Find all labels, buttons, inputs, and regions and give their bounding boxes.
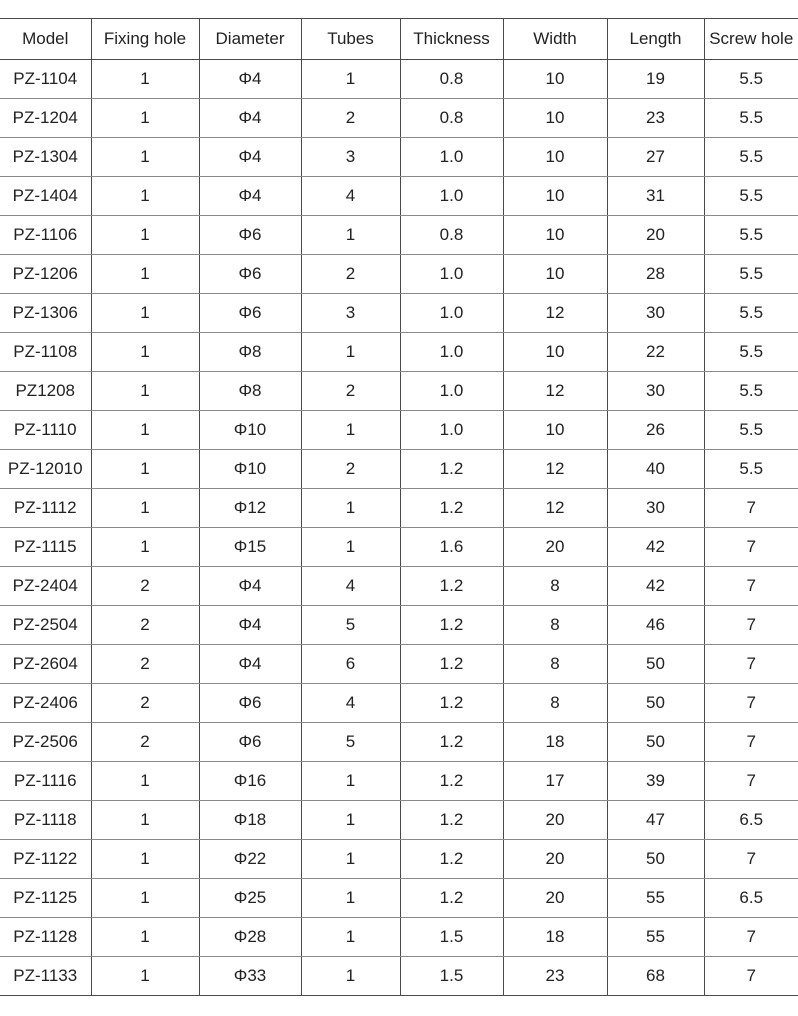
fixing-hole-cell: 1 — [91, 918, 199, 957]
tubes-cell: 4 — [301, 684, 400, 723]
thickness-cell: 1.2 — [400, 723, 503, 762]
thickness-cell: 1.2 — [400, 645, 503, 684]
spec-sheet — [0, 18, 798, 996]
thickness-cell: 0.8 — [400, 99, 503, 138]
fixing-hole-cell: 1 — [91, 957, 199, 996]
screw-hole-cell: 5.5 — [704, 372, 798, 411]
width-cell: 8 — [503, 567, 607, 606]
width-cell: 20 — [503, 528, 607, 567]
fixing-hole-cell: 1 — [91, 177, 199, 216]
length-cell: 27 — [607, 138, 704, 177]
width-cell: 10 — [503, 216, 607, 255]
diameter-cell: Φ33 — [199, 957, 301, 996]
length-cell: 42 — [607, 567, 704, 606]
fixing-hole-cell: 1 — [91, 372, 199, 411]
width-cell: 12 — [503, 294, 607, 333]
screw-hole-cell: 7 — [704, 684, 798, 723]
table-row — [0, 138, 798, 177]
width-cell: 10 — [503, 411, 607, 450]
length-cell: 46 — [607, 606, 704, 645]
fixing-hole-cell: 1 — [91, 528, 199, 567]
table-row — [0, 879, 798, 918]
model-cell: PZ-2504 — [0, 606, 91, 645]
length-cell: 39 — [607, 762, 704, 801]
screw-hole-cell: 5.5 — [704, 411, 798, 450]
table-row — [0, 801, 798, 840]
length-cell: 22 — [607, 333, 704, 372]
column-header-length: Length — [607, 19, 704, 60]
diameter-cell: Φ25 — [199, 879, 301, 918]
length-cell: 31 — [607, 177, 704, 216]
tubes-cell: 1 — [301, 879, 400, 918]
fixing-hole-cell: 2 — [91, 606, 199, 645]
tubes-cell: 2 — [301, 255, 400, 294]
model-cell: PZ-1108 — [0, 333, 91, 372]
table-row — [0, 99, 798, 138]
tubes-cell: 1 — [301, 918, 400, 957]
model-cell: PZ-1204 — [0, 99, 91, 138]
tubes-cell: 3 — [301, 294, 400, 333]
width-cell: 10 — [503, 177, 607, 216]
width-cell: 20 — [503, 879, 607, 918]
width-cell: 10 — [503, 99, 607, 138]
screw-hole-cell: 7 — [704, 645, 798, 684]
length-cell: 26 — [607, 411, 704, 450]
length-cell: 55 — [607, 918, 704, 957]
screw-hole-cell: 5.5 — [704, 294, 798, 333]
model-cell: PZ-2406 — [0, 684, 91, 723]
screw-hole-cell: 5.5 — [704, 99, 798, 138]
model-cell: PZ-1106 — [0, 216, 91, 255]
tubes-cell: 1 — [301, 411, 400, 450]
thickness-cell: 1.2 — [400, 801, 503, 840]
diameter-cell: Φ12 — [199, 489, 301, 528]
thickness-cell: 1.2 — [400, 489, 503, 528]
thickness-cell: 1.0 — [400, 177, 503, 216]
model-cell: PZ-2506 — [0, 723, 91, 762]
tubes-cell: 2 — [301, 372, 400, 411]
screw-hole-cell: 5.5 — [704, 60, 798, 99]
table-row — [0, 411, 798, 450]
screw-hole-cell: 5.5 — [704, 333, 798, 372]
column-header-fixing-hole: Fixing hole — [91, 19, 199, 60]
tubes-cell: 4 — [301, 567, 400, 606]
fixing-hole-cell: 1 — [91, 60, 199, 99]
fixing-hole-cell: 1 — [91, 216, 199, 255]
model-cell: PZ-1115 — [0, 528, 91, 567]
length-cell: 30 — [607, 294, 704, 333]
width-cell: 10 — [503, 138, 607, 177]
tubes-cell: 1 — [301, 801, 400, 840]
diameter-cell: Φ6 — [199, 294, 301, 333]
model-cell: PZ-1304 — [0, 138, 91, 177]
screw-hole-cell: 7 — [704, 723, 798, 762]
width-cell: 12 — [503, 489, 607, 528]
fixing-hole-cell: 1 — [91, 333, 199, 372]
thickness-cell: 1.5 — [400, 957, 503, 996]
fixing-hole-cell: 1 — [91, 255, 199, 294]
screw-hole-cell: 7 — [704, 762, 798, 801]
thickness-cell: 1.0 — [400, 411, 503, 450]
thickness-cell: 1.2 — [400, 684, 503, 723]
tubes-cell: 3 — [301, 138, 400, 177]
model-cell: PZ1208 — [0, 372, 91, 411]
screw-hole-cell: 7 — [704, 528, 798, 567]
thickness-cell: 1.2 — [400, 567, 503, 606]
table-row — [0, 333, 798, 372]
table-row — [0, 606, 798, 645]
diameter-cell: Φ4 — [199, 606, 301, 645]
thickness-cell: 1.2 — [400, 840, 503, 879]
tubes-cell: 4 — [301, 177, 400, 216]
length-cell: 40 — [607, 450, 704, 489]
width-cell: 10 — [503, 255, 607, 294]
width-cell: 20 — [503, 840, 607, 879]
length-cell: 28 — [607, 255, 704, 294]
screw-hole-cell: 6.5 — [704, 879, 798, 918]
thickness-cell: 1.2 — [400, 450, 503, 489]
diameter-cell: Φ4 — [199, 567, 301, 606]
length-cell: 47 — [607, 801, 704, 840]
table-row — [0, 489, 798, 528]
table-row — [0, 60, 798, 99]
thickness-cell: 1.2 — [400, 606, 503, 645]
screw-hole-cell: 7 — [704, 918, 798, 957]
thickness-cell: 1.6 — [400, 528, 503, 567]
length-cell: 23 — [607, 99, 704, 138]
thickness-cell: 1.0 — [400, 294, 503, 333]
column-header-tubes: Tubes — [301, 19, 400, 60]
tubes-cell: 1 — [301, 528, 400, 567]
diameter-cell: Φ10 — [199, 450, 301, 489]
model-cell: PZ-1122 — [0, 840, 91, 879]
table-row — [0, 216, 798, 255]
table-row — [0, 255, 798, 294]
fixing-hole-cell: 2 — [91, 567, 199, 606]
screw-hole-cell: 7 — [704, 567, 798, 606]
table-row — [0, 684, 798, 723]
screw-hole-cell: 5.5 — [704, 177, 798, 216]
diameter-cell: Φ4 — [199, 138, 301, 177]
fixing-hole-cell: 1 — [91, 879, 199, 918]
width-cell: 18 — [503, 723, 607, 762]
width-cell: 12 — [503, 450, 607, 489]
diameter-cell: Φ6 — [199, 255, 301, 294]
column-header-model: Model — [0, 19, 91, 60]
tubes-cell: 1 — [301, 489, 400, 528]
thickness-cell: 0.8 — [400, 60, 503, 99]
diameter-cell: Φ10 — [199, 411, 301, 450]
length-cell: 19 — [607, 60, 704, 99]
model-cell: PZ-1118 — [0, 801, 91, 840]
tubes-cell: 2 — [301, 450, 400, 489]
diameter-cell: Φ18 — [199, 801, 301, 840]
column-header-diameter: Diameter — [199, 19, 301, 60]
thickness-cell: 1.0 — [400, 255, 503, 294]
width-cell: 20 — [503, 801, 607, 840]
thickness-cell: 1.0 — [400, 333, 503, 372]
screw-hole-cell: 5.5 — [704, 255, 798, 294]
model-cell: PZ-1104 — [0, 60, 91, 99]
width-cell: 10 — [503, 333, 607, 372]
width-cell: 10 — [503, 60, 607, 99]
model-cell: PZ-12010 — [0, 450, 91, 489]
model-cell: PZ-1110 — [0, 411, 91, 450]
model-cell: PZ-1206 — [0, 255, 91, 294]
model-cell: PZ-1128 — [0, 918, 91, 957]
column-header-screw-hole: Screw hole — [704, 19, 798, 60]
length-cell: 55 — [607, 879, 704, 918]
tubes-cell: 6 — [301, 645, 400, 684]
model-cell: PZ-2404 — [0, 567, 91, 606]
fixing-hole-cell: 1 — [91, 801, 199, 840]
thickness-cell: 1.2 — [400, 879, 503, 918]
diameter-cell: Φ4 — [199, 60, 301, 99]
tubes-cell: 2 — [301, 99, 400, 138]
tubes-cell: 1 — [301, 840, 400, 879]
diameter-cell: Φ16 — [199, 762, 301, 801]
table-row — [0, 450, 798, 489]
width-cell: 8 — [503, 645, 607, 684]
width-cell: 12 — [503, 372, 607, 411]
fixing-hole-cell: 1 — [91, 762, 199, 801]
width-cell: 8 — [503, 684, 607, 723]
tubes-cell: 1 — [301, 762, 400, 801]
table-row — [0, 645, 798, 684]
table-row — [0, 918, 798, 957]
table-row — [0, 840, 798, 879]
tubes-cell: 1 — [301, 216, 400, 255]
table-row — [0, 567, 798, 606]
tubes-cell: 5 — [301, 723, 400, 762]
model-cell: PZ-1125 — [0, 879, 91, 918]
screw-hole-cell: 5.5 — [704, 138, 798, 177]
diameter-cell: Φ4 — [199, 99, 301, 138]
length-cell: 50 — [607, 684, 704, 723]
table-body — [0, 60, 798, 996]
length-cell: 30 — [607, 372, 704, 411]
length-cell: 50 — [607, 840, 704, 879]
diameter-cell: Φ22 — [199, 840, 301, 879]
diameter-cell: Φ6 — [199, 723, 301, 762]
model-cell: PZ-1112 — [0, 489, 91, 528]
diameter-cell: Φ4 — [199, 645, 301, 684]
diameter-cell: Φ8 — [199, 372, 301, 411]
width-cell: 8 — [503, 606, 607, 645]
fixing-hole-cell: 1 — [91, 138, 199, 177]
thickness-cell: 1.5 — [400, 918, 503, 957]
diameter-cell: Φ4 — [199, 177, 301, 216]
screw-hole-cell: 7 — [704, 606, 798, 645]
tubes-cell: 1 — [301, 60, 400, 99]
screw-hole-cell: 7 — [704, 957, 798, 996]
table-row — [0, 528, 798, 567]
length-cell: 50 — [607, 645, 704, 684]
screw-hole-cell: 5.5 — [704, 450, 798, 489]
width-cell: 18 — [503, 918, 607, 957]
model-cell: PZ-1404 — [0, 177, 91, 216]
table-row — [0, 372, 798, 411]
fixing-hole-cell: 1 — [91, 411, 199, 450]
diameter-cell: Φ28 — [199, 918, 301, 957]
length-cell: 50 — [607, 723, 704, 762]
fixing-hole-cell: 1 — [91, 294, 199, 333]
fixing-hole-cell: 1 — [91, 450, 199, 489]
fixing-hole-cell: 2 — [91, 645, 199, 684]
model-cell: PZ-1133 — [0, 957, 91, 996]
model-cell: PZ-1116 — [0, 762, 91, 801]
length-cell: 30 — [607, 489, 704, 528]
diameter-cell: Φ6 — [199, 684, 301, 723]
table-row — [0, 723, 798, 762]
column-header-thickness: Thickness — [400, 19, 503, 60]
diameter-cell: Φ8 — [199, 333, 301, 372]
fixing-hole-cell: 1 — [91, 840, 199, 879]
fixing-hole-cell: 2 — [91, 723, 199, 762]
fixing-hole-cell: 2 — [91, 684, 199, 723]
table-row — [0, 177, 798, 216]
tubes-cell: 1 — [301, 957, 400, 996]
thickness-cell: 1.2 — [400, 762, 503, 801]
width-cell: 17 — [503, 762, 607, 801]
screw-hole-cell: 5.5 — [704, 216, 798, 255]
thickness-cell: 1.0 — [400, 372, 503, 411]
column-header-width: Width — [503, 19, 607, 60]
length-cell: 42 — [607, 528, 704, 567]
thickness-cell: 0.8 — [400, 216, 503, 255]
model-cell: PZ-2604 — [0, 645, 91, 684]
screw-hole-cell: 7 — [704, 489, 798, 528]
table-row — [0, 762, 798, 801]
length-cell: 20 — [607, 216, 704, 255]
thickness-cell: 1.0 — [400, 138, 503, 177]
fixing-hole-cell: 1 — [91, 489, 199, 528]
tubes-cell: 1 — [301, 333, 400, 372]
tubes-cell: 5 — [301, 606, 400, 645]
table-row — [0, 957, 798, 996]
fixing-hole-cell: 1 — [91, 99, 199, 138]
diameter-cell: Φ6 — [199, 216, 301, 255]
screw-hole-cell: 6.5 — [704, 801, 798, 840]
model-cell: PZ-1306 — [0, 294, 91, 333]
length-cell: 68 — [607, 957, 704, 996]
screw-hole-cell: 7 — [704, 840, 798, 879]
width-cell: 23 — [503, 957, 607, 996]
header-row — [0, 19, 798, 60]
spec-table — [0, 18, 798, 996]
table-row — [0, 294, 798, 333]
diameter-cell: Φ15 — [199, 528, 301, 567]
